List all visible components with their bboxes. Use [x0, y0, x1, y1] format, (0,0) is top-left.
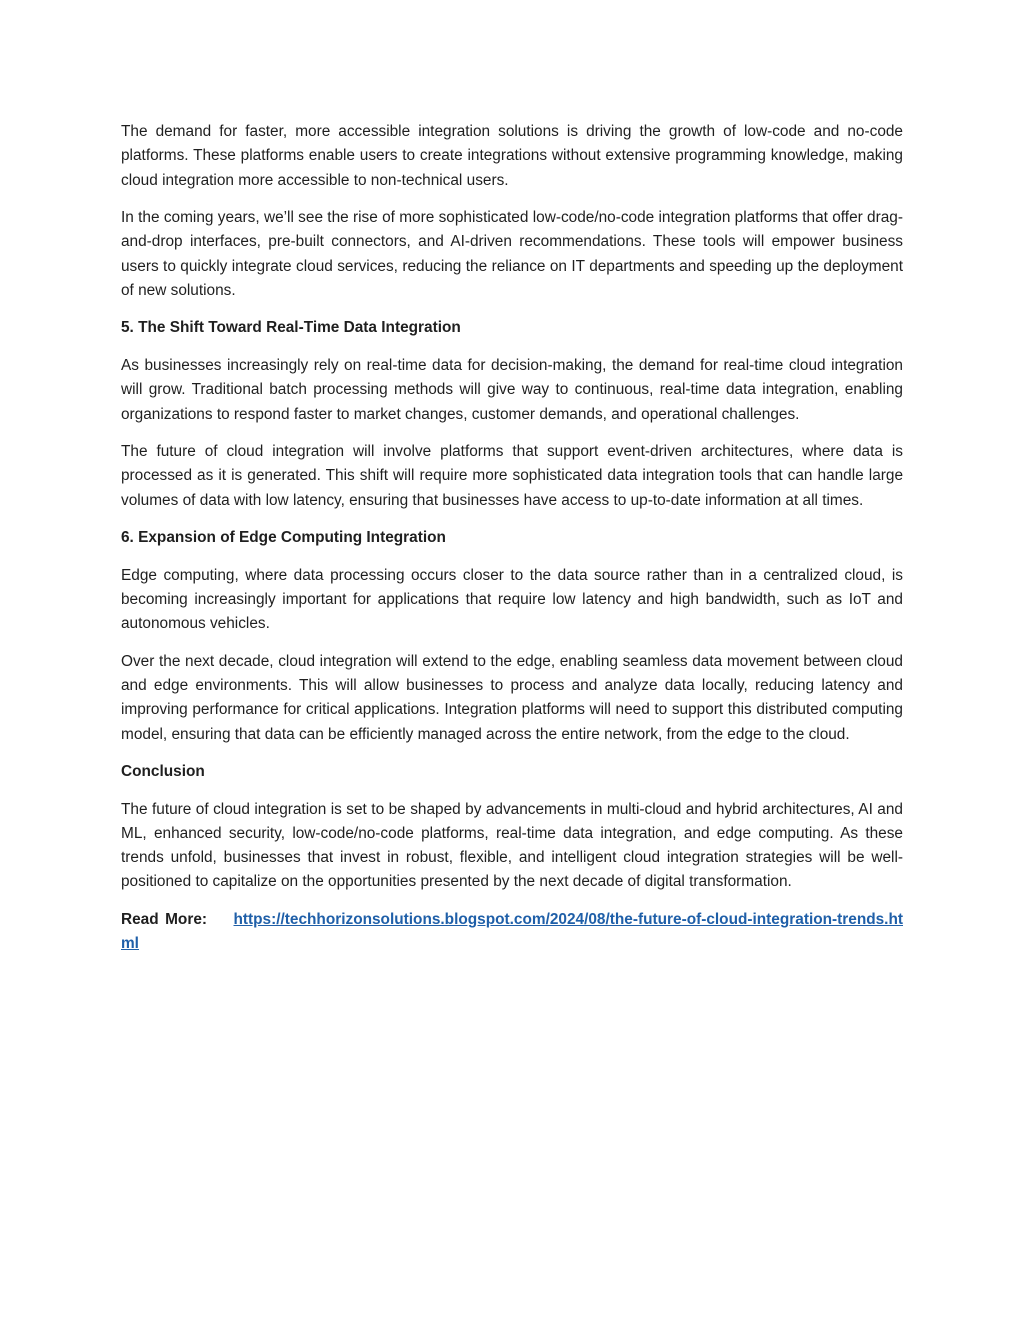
read-more-label: Read More: [121, 910, 208, 928]
paragraph-real-time-demand: As businesses increasingly rely on real-time data for decision-making, the demand for real-time cloud integration will grow. Traditional batch processing methods will give way to continuous, real-time data integration, enabling organizations to respond faster to market changes, customer demands, and operational challenges. [121, 356, 903, 423]
read-more-link[interactable]: https://techhorizonsolutions.blogspot.com/2024/08/the-future-of-cloud-integration-trends.html [121, 910, 903, 953]
paragraph-low-code-future: In the coming years, we’ll see the rise of more sophisticated low-code/no-code integration platforms that offer drag-and-drop interfaces, pre-built connectors, and AI-driven recommendations. These tools will empower business users to quickly integrate cloud services, reducing the reliance on IT departments and speeding up the deployment of new solutions. [121, 209, 903, 299]
paragraph-real-time-future: The future of cloud integration will involve platforms that support event-driven architectures, where data is processed as it is generated. This shift will require more sophisticated data integration tools that can handle large volumes of data with low latency, ensuring that businesses have access to up-to-date information at all times. [121, 443, 903, 509]
read-more-line [121, 908, 903, 957]
paragraph-edge-future: Over the next decade, cloud integration will extend to the edge, enabling seamless data movement between cloud and edge environments. This will allow businesses to process and analyze data locally, reducing latency and improving performance for critical applications. Integration platforms will need to support this distributed computing model, ensuring that data can be efficiently managed across the entire network, from the edge to the cloud. [121, 652, 903, 743]
paragraph-edge-definition: Edge computing, where data processing occurs closer to the data source rather than in a centralized cloud, is becoming increasingly important for applications that require low latency and high bandwidth, such as IoT and autonomous vehicles. [121, 566, 903, 633]
paragraph-low-code-demand: The demand for faster, more accessible integration solutions is driving the growth of low-code and no-code platforms. These platforms enable users to create integrations without extensive programming knowledge, making cloud integration more accessible to non-technical users. [121, 123, 903, 189]
document-page [121, 120, 903, 956]
paragraph-conclusion: The future of cloud integration is set to be shaped by advancements in multi-cloud and hybrid architectures, AI and ML, enhanced security, low-code/no-code platforms, real-time data integration, and edge computing. As these trends unfold, businesses that invest in robust, flexible, and intelligent cloud integration strategies will be well-positioned to capitalize on the opportunities presented by the next decade of digital transformation. [121, 800, 903, 891]
section-heading-edge-computing: 6. Expansion of Edge Computing Integration [121, 529, 446, 547]
section-heading-real-time: 5. The Shift Toward Real-Time Data Integration [121, 319, 461, 337]
section-heading-conclusion: Conclusion [121, 763, 205, 781]
